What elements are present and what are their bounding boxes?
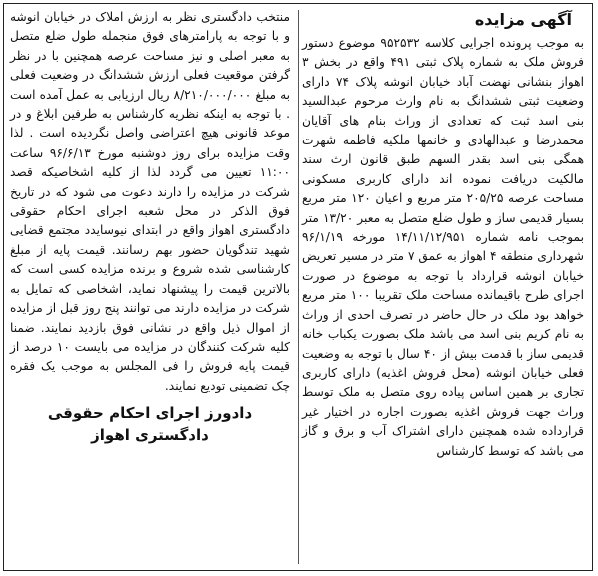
column-divider <box>298 10 299 564</box>
right-column <box>296 4 592 570</box>
auction-notice <box>3 3 593 571</box>
signature-line-1: دادورز اجرای احکام حقوقی <box>47 404 253 423</box>
signature-line-2: دادگستری اهواز <box>91 426 209 445</box>
right-column-text: به موجب پرونده اجرایی کلاسه ۹۵۲۵۳۲ موضوع دستور فروش ملک به شماره پلاک ثبتی ۴۹۱ واقع در بخش ۳ اهواز بنشانی نهضت آباد خیابان انوشه پلاک ۷۴ دارای وضعیت ثبتی ششدانگ به نام وارث مرحوم عبدالسید بنی اسد ثبت که تعدادی از وراث بنام های آقایان محمدرضا و عبدالهادی و خانمها ملکیه فاطمه شهرت همگی بنی اسد بقدر السهم طبق قانون ارث سند مالکیت دریافت نموده اند دارای کاربری مسکونی مساحت عرصه ۲۰۵/۲۵ متر مربع و اعیان ۱۲۰ متر مربع بسیار قدیمی ساز و طول ضلع متصل به معبر ۱۳/۲۰ متر بموجب نامه شماره ۱۴/۱۱/۱۲/۹۵۱ مورخه ۹۶/۱/۱۹ شهرداری منطقه ۴ اهواز به عمق ۷ متر در مسیر تعریض خیابان انوشه قرارداد با توجه به موضوع در صورت اجرای طرح باقیمانده مساحت ملک تقریبا ۱۰۰ متر مربع خواهد بود ملک در حال حاضر در تصرف احدی از وراث به نام کریم بنی اسد می باشد ملک بصورت یکباب خانه قدیمی ساز با قدمت بیش از ۴۰ سال با توجه به وضعیت فعلی خیابان انوشه (محل فروش اغذیه) دارای کاربری تجاری بر همین اساس پیاده روی متصل به ملک توسط وراث جهت فروش اغذیه بصورت اجاره در اختیار غیر قرارداده شده همچنین دارای اشتراک آب و برق و گاز می باشد که توسط کارشناس <box>302 36 585 458</box>
left-column-text: منتخب دادگستری نظر به ارزش املاک در خیابان انوشه و با توجه به پارامترهای فوق منجمله طول ضلع متصل به معبر اصلی و نیز مساحت عرصه همچنین با در نظر گرفتن موقعیت فعلی ارزش ششدانگ در وضعیت فعلی به مبلغ ۸/۲۱۰/۰۰۰/۰۰۰ ریال ارزیابی به عمل آمده است . با توجه به اینکه نظریه کارشناس به طرفین ابلاغ و در موعد قانونی هیچ اعتراضی واصل نگردیده است . لذا وقت مزایده برای روز دوشنبه مورخ ۹۶/۶/۱۳ ساعت ۱۱:۰۰ تعیین می گردد لذا از کلیه اشخاصیکه قصد شرکت در مزایده را دارند دعوت می شود که در تاریخ فوق الذکر در محل شعبه اجرای احکام حقوقی دادگستری اهواز واقع در ابتدای نیوسایدد مجتمع قضایی شهید تندگویان حضور بهم رسانند. قیمت پایه از مبلغ کارشناسی شده شروع و برنده مزایده کسی است که بالاترین قیمت را پیشنهاد نماید، اشخاصی که تمایل به شرکت در مزایده دارند می توانند پنج روز قبل از مزایده از اموال ذیل واقع در نشانی فوق بازدید نمایند. ضمنا کلیه شرکت کنندگان در مزایده می بایست ۱۰ درصد از قیمت پایه فروش را فی المجلس به موجب یک فقره چک تضمینی تودیع نمایند. <box>10 10 291 393</box>
signature-block <box>10 402 290 446</box>
notice-title: آگهی مزایده <box>474 10 572 29</box>
left-column <box>4 4 298 570</box>
